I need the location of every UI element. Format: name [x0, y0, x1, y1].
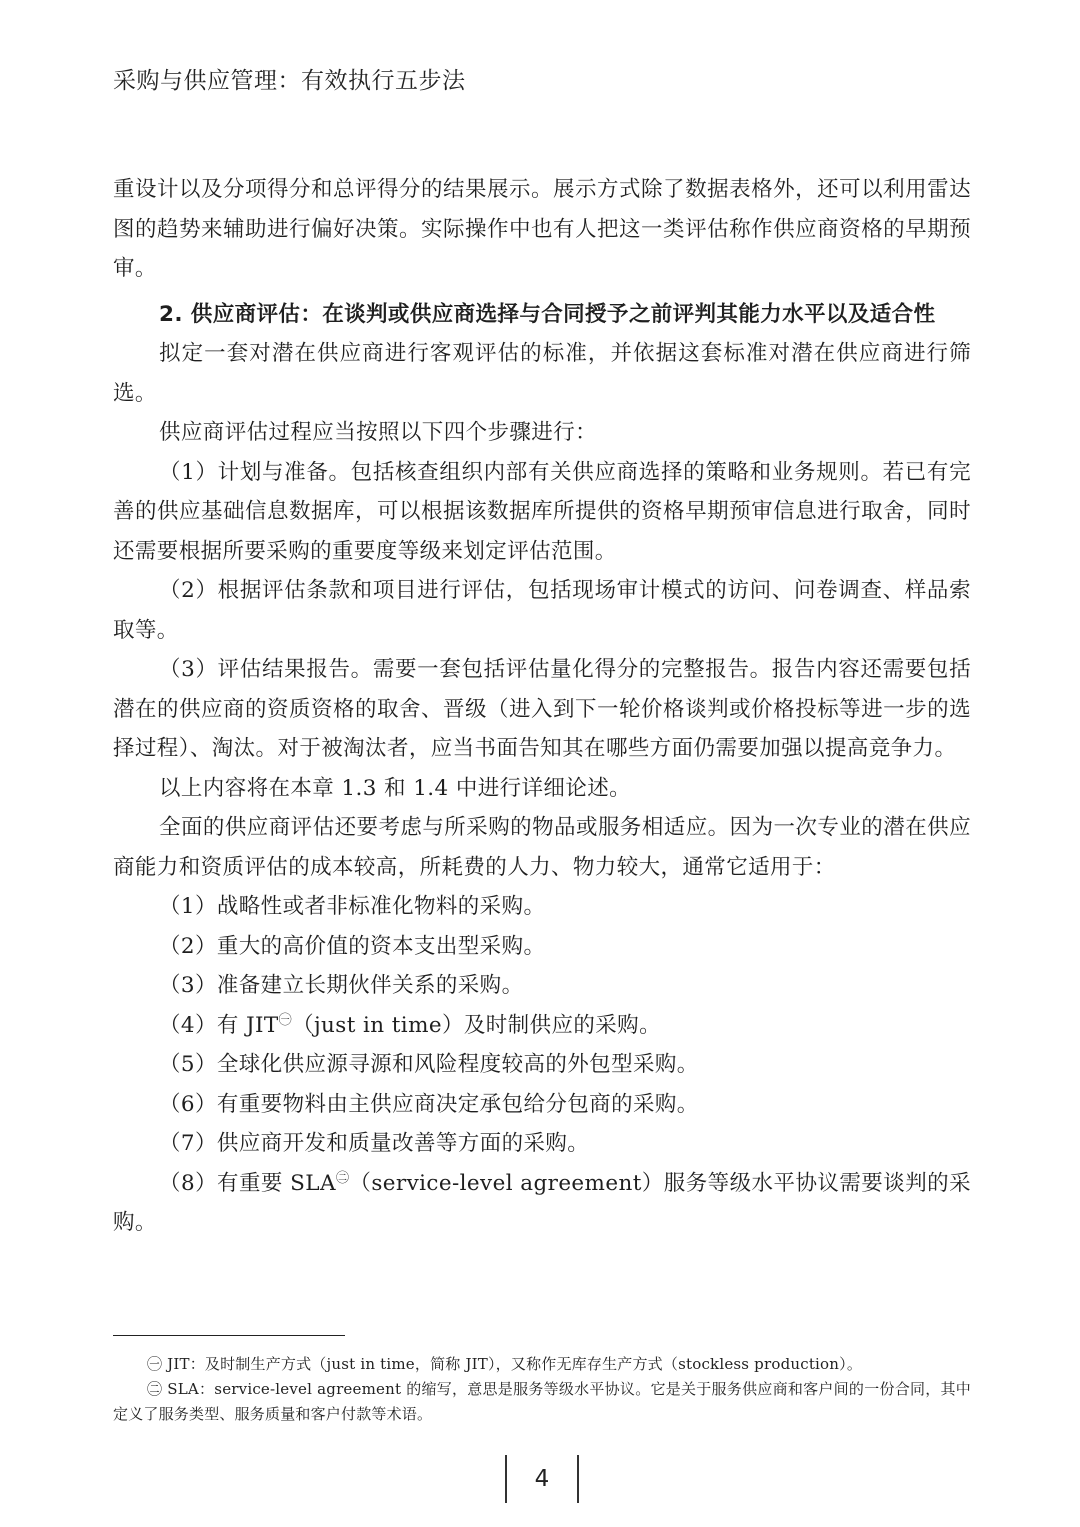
step-item: （1）计划与准备。包括核查组织内部有关供应商选择的策略和业务规则。若已有完善的供应基础信息数据库，可以根据该数据库所提供的资格早期预审信息进行取舍，同时还需要根据所要采购的重要度等级来划定评估范围。 [113, 459, 971, 564]
footnote-jit: ㊀ JIT：及时制生产方式（just in time，简称 JIT），又称作无库存生产方式（stockless production）。 [147, 1355, 863, 1373]
list-item [113, 1006, 971, 1046]
list-item: （7）供应商开发和质量改善等方面的采购。 [159, 1131, 590, 1156]
list-item: （5）全球化供应源寻源和风险程度较高的外包型采购。 [159, 1052, 699, 1077]
paragraph: 以上内容将在本章 1.3 和 1.4 中进行详细论述。 [159, 775, 632, 801]
main-text [113, 170, 971, 1243]
list-item [113, 1164, 971, 1243]
list-item: （2）重大的高价值的资本支出型采购。 [159, 933, 546, 959]
step-item: （3）评估结果报告。需要一套包括评估量化得分的完整报告。报告内容还需要包括潜在的供应商的资质资格的取舍、晋级（进入到下一轮价格谈判或价格投标等进一步的选择过程）、淘汰。对于被淘汰者，应当书面告知其在哪些方面仍需要加强以提高竞争力。 [113, 657, 971, 761]
footnote-marker-1: ㊀ [278, 1012, 293, 1028]
paragraph: 拟定一套对潜在供应商进行客观评估的标准，并依据这套标准对潜在供应商进行筛选。 [113, 341, 971, 406]
footnote-divider [113, 1335, 345, 1336]
running-header-title: 采购与供应管理：有效执行五步法 [113, 68, 466, 94]
list-item-text: （4）有 JIT [159, 1012, 279, 1038]
list-item: （1）战略性或者非标准化物料的采购。 [159, 894, 546, 919]
list-item-text: （just in time）及时制供应的采购。 [292, 1012, 661, 1038]
list-item-text: （8）有重要 SLA [159, 1170, 336, 1196]
page-number: 4 [505, 1455, 579, 1503]
section-heading: 2. 供应商评估：在谈判或供应商选择与合同授予之前评判其能力水平以及适合性 [159, 301, 936, 327]
paragraph: 供应商评估过程应当按照以下四个步骤进行： [159, 420, 598, 445]
footnotes [113, 1352, 971, 1427]
step-item: （2）根据评估条款和项目进行评估，包括现场审计模式的访问、问卷调查、样品索取等。 [113, 578, 971, 643]
list-item-text: （service-level agreement）服务等级水平协议需要谈判的采购。 [113, 1170, 971, 1235]
footnote-marker-2: ㊁ [335, 1170, 350, 1186]
paragraph: 全面的供应商评估还要考虑与所采购的物品或服务相适应。因为一次专业的潜在供应商能力和资质评估的成本较高，所耗费的人力、物力较大，通常它适用于： [113, 815, 971, 880]
list-item: （3）准备建立长期伙伴关系的采购。 [159, 973, 524, 998]
paragraph-continuation: 重设计以及分项得分和总评得分的结果展示。展示方式除了数据表格外，还可以利用雷达图的趋势来辅助进行偏好决策。实际操作中也有人把这一类评估称作供应商资格的早期预审。 [113, 177, 971, 281]
list-item: （6）有重要物料由主供应商决定承包给分包商的采购。 [159, 1091, 699, 1117]
footnote-sla: ㊁ SLA：service-level agreement 的缩写，意思是服务等级水平协议。它是关于服务供应商和客户间的一份合同，其中定义了服务类型、服务质量和客户付款等术语。 [113, 1380, 971, 1423]
